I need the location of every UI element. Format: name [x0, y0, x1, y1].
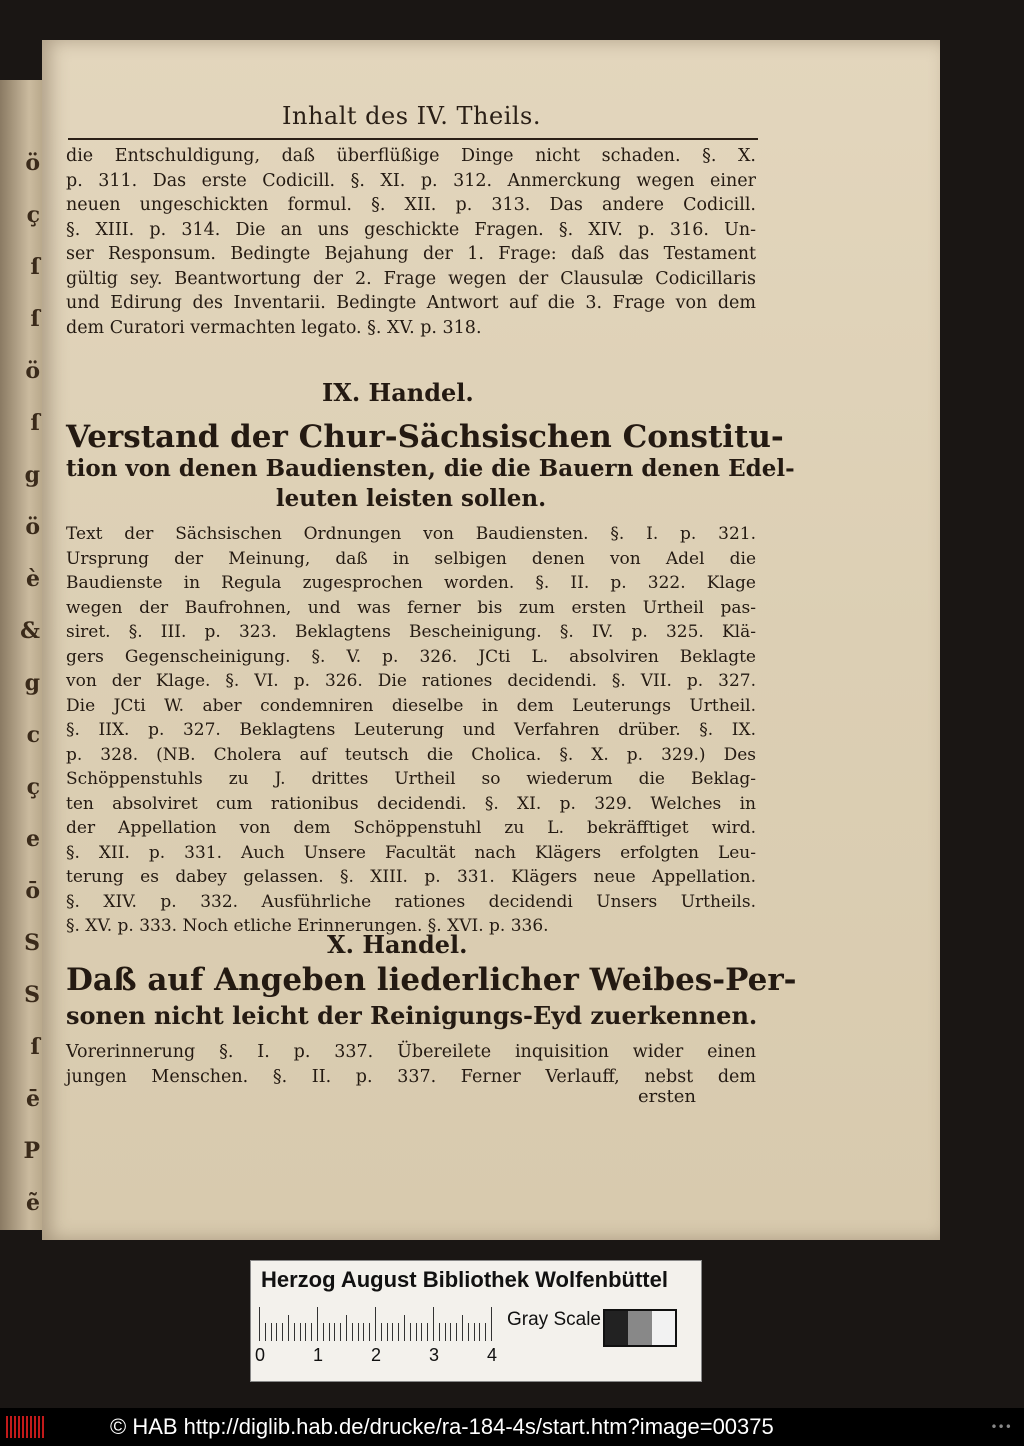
adjacent-page-fragment: g [24, 462, 40, 488]
catchword: ersten [638, 1086, 696, 1107]
ruler-tick [375, 1307, 376, 1341]
ruler-tick [369, 1323, 370, 1341]
ruler-tick [416, 1323, 417, 1341]
ruler-tick [323, 1323, 324, 1341]
adjacent-page-fragment: e [26, 826, 40, 852]
ruler-tick [474, 1323, 475, 1341]
ruler-tick [271, 1323, 272, 1341]
ruler-tick [427, 1323, 428, 1341]
text-line: §. IIX. p. 327. Beklagtens Leuterung und Verfahren drüber. §. IX. [66, 720, 756, 740]
text-line: gültig sey. Beantwortung der 2. Frage wegen der Clausulæ Codicillaris [66, 268, 756, 289]
text-line: §. XV. p. 333. Noch etliche Erinnerungen. §. XVI. p. 336. [66, 916, 549, 936]
running-header: Inhalt des IV. Theils. [282, 102, 542, 130]
ruler-tick [363, 1323, 364, 1341]
title-line: Verstand der Chur-Sächsischen Constitu- [66, 419, 784, 455]
ruler-tick [346, 1315, 347, 1341]
adjacent-page-fragment: S [24, 930, 40, 956]
gray-swatch [652, 1311, 675, 1345]
text-line: Ursprung der Meinung, daß in selbigen denen von Adel die [66, 548, 756, 569]
ruler-tick [311, 1323, 312, 1341]
hab-logo-icon [6, 1416, 44, 1438]
adjacent-page-fragment: ẽ [26, 1190, 40, 1216]
adjacent-page-fragment: & [20, 618, 40, 644]
adjacent-page-fragment: è [26, 566, 40, 592]
ruler-tick [392, 1323, 393, 1341]
text-line: terung es dabey gelassen. §. XIII. p. 331. Klägers neue Appellation. [66, 867, 756, 887]
text-line: §. XII. p. 331. Auch Unsere Facultät nach Klägers erfolgten Leu- [66, 842, 756, 863]
section-title-ix [66, 419, 795, 514]
ruler-number: 3 [429, 1345, 440, 1365]
section-heading-ix: IX. Handel. [322, 378, 474, 407]
ruler-tick [439, 1323, 440, 1341]
ruler-number: 1 [313, 1345, 324, 1365]
header-rule [68, 138, 758, 140]
ruler-tick [485, 1323, 486, 1341]
adjacent-page-fragment: ç [26, 774, 40, 800]
ruler-tick [276, 1323, 277, 1341]
ruler-tick [433, 1307, 434, 1341]
text-line: Vorerinnerung §. I. p. 337. Übereilete inquisition wider einen [66, 1042, 756, 1062]
ruler-tick [352, 1323, 353, 1341]
adjacent-page-fragment: ſ [30, 1034, 40, 1060]
adjacent-page-fragment: ſ [30, 410, 40, 436]
text-line: wegen der Baufrohnen, und was ferner bis zum ersten Urtheil pas- [66, 597, 756, 618]
ruler-number: 2 [371, 1345, 382, 1365]
text-line: von der Klage. §. VI. p. 326. Die rationes decidendi. §. VII. p. 327. [66, 671, 756, 691]
adjacent-page-fragment: g [24, 670, 40, 696]
ruler-tick [329, 1323, 330, 1341]
text-line: und Edirung des Inventarii. Bedingte Antwort auf die 3. Frage von dem [66, 293, 756, 313]
title-line: tion von denen Baudiensten, die die Bauern denen Edel- [66, 455, 795, 482]
text-line: Schöppenstuhls zu J. drittes Urtheil so wiederum die Beklag- [66, 769, 756, 789]
adjacent-page-fragment: ſ [30, 306, 40, 332]
title-line: leuten leisten sollen. [275, 485, 547, 512]
ruler-tick [468, 1323, 469, 1341]
text-line: Text der Sächsischen Ordnungen von Baudiensten. §. I. p. 321. [66, 524, 756, 544]
ruler-number: 0 [255, 1345, 266, 1365]
text-line: die Entschuldigung, daß überflüßige Dinge nicht schaden. §. X. [66, 146, 756, 166]
ruler-tick [404, 1315, 405, 1341]
scale-ruler [259, 1305, 495, 1341]
ruler-tick [479, 1323, 480, 1341]
text-line: neuen ungeschickten formul. §. XII. p. 313. Das andere Codicill. [66, 195, 756, 215]
gray-swatch [605, 1311, 628, 1345]
text-line: p. 311. Das erste Codicill. §. XI. p. 312. Anmerckung wegen einer [66, 170, 756, 191]
adjacent-page-fragment: ō [25, 878, 40, 904]
ruler-tick [387, 1323, 388, 1341]
text-line: §. XIV. p. 332. Ausführliche rationes decidendi Unsers Urtheils. [66, 891, 756, 912]
adjacent-page-fragment: ö [25, 514, 40, 540]
ruler-tick [410, 1323, 411, 1341]
text-line: der Appellation von dem Schöppenstuhl zu L. bekräfftiget wird. [66, 818, 756, 838]
title-line: sonen nicht leicht der Reinigungs-Eyd zuerkennen. [66, 1001, 758, 1030]
ruler-tick [300, 1323, 301, 1341]
copyright-url[interactable]: © HAB http://diglib.hab.de/drucke/ra-184-4s/start.htm?image=00375 [110, 1414, 774, 1439]
gray-swatches [603, 1309, 677, 1347]
adjacent-page-edge [0, 80, 42, 1230]
paragraph-continued [66, 144, 756, 340]
ruler-tick [340, 1323, 341, 1341]
text-line: ten absolviret cum rationibus decidendi. §. XI. p. 329. Welches in [66, 793, 756, 814]
ruler-tick [358, 1323, 359, 1341]
library-name: Herzog August Bibliothek Wolfenbüttel [261, 1267, 668, 1292]
text-line: Baudienste in Regula zugesprochen worden. §. II. p. 322. Klage [66, 573, 756, 593]
ruler-tick [450, 1323, 451, 1341]
more-icon: ••• [990, 1420, 1012, 1434]
ruler-number: 4 [487, 1345, 498, 1365]
ruler-tick [334, 1323, 335, 1341]
adjacent-page-fragment: ē [26, 1086, 40, 1112]
ruler-tick [265, 1323, 266, 1341]
ruler-tick [445, 1323, 446, 1341]
text-line: dem Curatori vermachten legato. §. XV. p. 318. [66, 317, 482, 338]
ruler-tick [259, 1307, 260, 1341]
color-calibration-card [250, 1260, 702, 1382]
text-line: ser Responsum. Bedingte Bejahung der 1. Frage: daß das Testament [66, 244, 756, 264]
ruler-tick [305, 1323, 306, 1341]
adjacent-page-fragment: ö [25, 150, 40, 176]
ruler-tick [317, 1307, 318, 1341]
text-line: §. XIII. p. 314. Die an uns geschickte Fragen. §. XIV. p. 316. Un- [66, 219, 756, 240]
ruler-tick [491, 1307, 492, 1341]
text-line: jungen Menschen. §. II. p. 337. Ferner Verlauff, nebst dem [66, 1067, 756, 1087]
text-line: p. 328. (NB. Cholera auf teutsch die Cholica. §. X. p. 329.) Des [66, 744, 756, 765]
text-line: Die JCti W. aber condemniren dieselbe in dem Leuterungs Urtheil. [66, 695, 756, 716]
text-line: gers Gegenscheinigung. §. V. p. 326. JCti L. absolviren Beklagte [66, 646, 756, 667]
ruler-tick [288, 1315, 289, 1341]
gray-swatch [628, 1311, 651, 1345]
title-line: Daß auf Angeben liederlicher Weibes-Per- [66, 962, 797, 998]
ruler-tick [381, 1323, 382, 1341]
ruler-tick [398, 1323, 399, 1341]
adjacent-page-fragment: P [23, 1138, 40, 1164]
footer-bar [0, 1408, 1024, 1446]
gray-scale-label: Gray Scale [507, 1309, 601, 1330]
ruler-tick [294, 1323, 295, 1341]
paragraph-ix [66, 522, 756, 939]
paragraph-x [66, 1040, 756, 1090]
section-heading-x: X. Handel. [327, 930, 468, 959]
ruler-tick [421, 1323, 422, 1341]
adjacent-page-fragment: S [24, 982, 40, 1008]
adjacent-page-fragment: ö [25, 358, 40, 384]
section-title-x [66, 962, 797, 1034]
adjacent-page-fragment: ç [26, 202, 40, 228]
adjacent-page-fragment: ſ [30, 254, 40, 280]
adjacent-page-fragment: c [26, 722, 40, 748]
ruler-tick [282, 1323, 283, 1341]
ruler-tick [456, 1323, 457, 1341]
book-page [42, 40, 940, 1240]
ruler-tick [462, 1315, 463, 1341]
text-line: siret. §. III. p. 323. Beklagtens Bescheinigung. §. IV. p. 325. Klä- [66, 622, 756, 642]
